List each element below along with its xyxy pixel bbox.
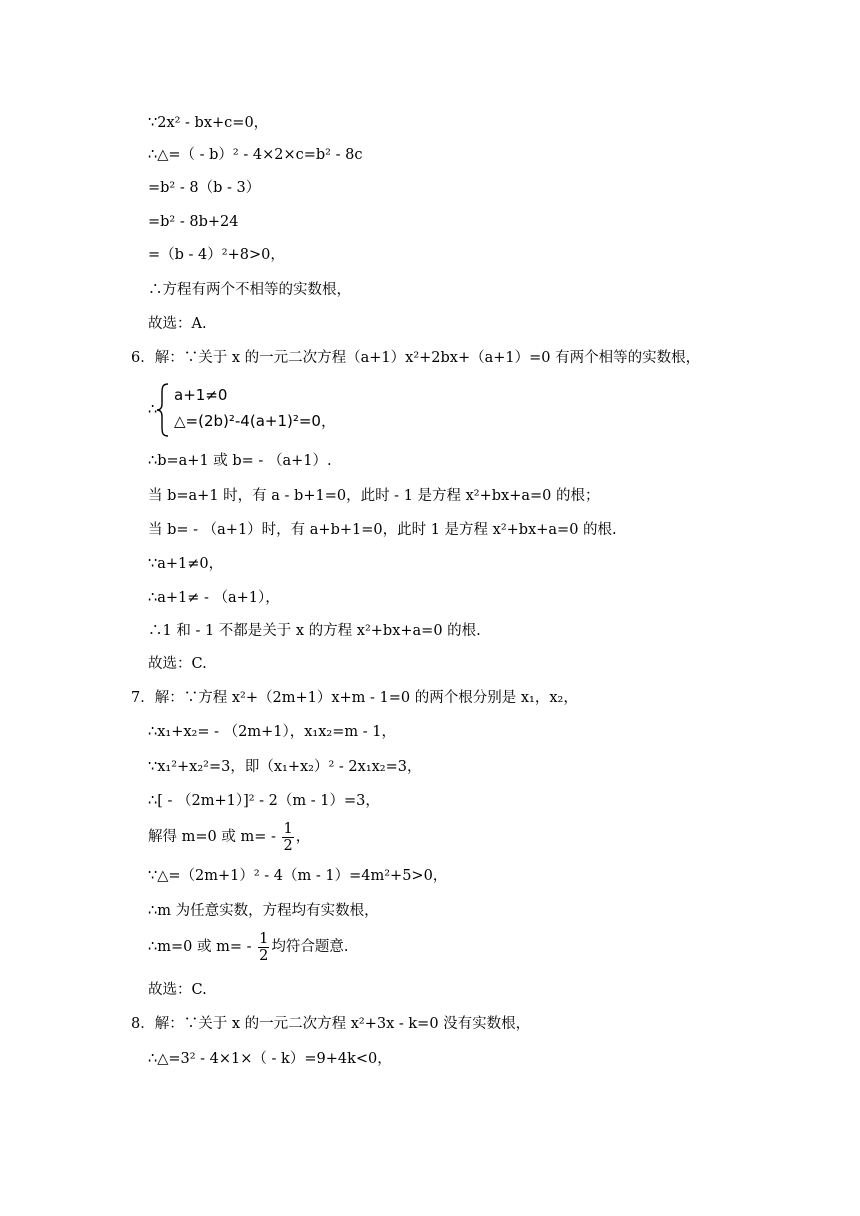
text-line: 当 b= - （a+1）时，有 a+b+1=0，此时 1 是方程 x²+bx+a=0 的根. bbox=[148, 522, 617, 538]
text-line: ∴a+1≠ - （a+1）， bbox=[148, 590, 280, 606]
fraction: $\frac{1}{2}$ bbox=[259, 930, 269, 964]
text-line: 故选：A. bbox=[148, 316, 207, 332]
text-line: 当 b=a+1 时，有 a - b+1=0，此时 - 1 是方程 x²+bx+a=0 的根； bbox=[148, 488, 600, 504]
text-line: =b² - 8（b - 3） bbox=[148, 180, 261, 196]
text-line: ∵x₁²+x₂²=3，即（x₁+x₂）² - 2x₁x₂=3， bbox=[148, 759, 422, 775]
text-line: ∴△=（ - b）² - 4×2×c=b² - 8c bbox=[148, 147, 363, 163]
system-discriminant: △=(2b)²-4(a+1)²=0， bbox=[174, 412, 336, 430]
fraction: $\frac{1}{2}$ bbox=[283, 820, 293, 854]
problem-7-heading: 7．解：∵方程 x²+（2m+1）x+m - 1=0 的两个根分别是 x₁，x₂， bbox=[131, 690, 578, 706]
text-line: ∴b=a+1 或 b= - （a+1）. bbox=[148, 453, 332, 469]
conclude-line: ∴m=0 或 m= - $\frac{1}{2}$ 均符合题意. bbox=[148, 930, 349, 964]
system-equations bbox=[174, 382, 336, 434]
text-line: 故选：C. bbox=[148, 982, 207, 998]
left-brace-icon bbox=[156, 382, 170, 438]
problem-6-heading: 6．解：∵关于 x 的一元二次方程（a+1）x²+2bx+（a+1）=0 有两个相等的实数根， bbox=[131, 350, 701, 366]
text-line: ∵△=（2m+1）² - 4（m - 1）=4m²+5>0， bbox=[148, 868, 448, 884]
text-line: =b² - 8b+24 bbox=[148, 214, 239, 230]
text-line: 故选：C. bbox=[148, 656, 207, 672]
text-line: ∴△=3² - 4×1×（ - k）=9+4k<0， bbox=[148, 1051, 392, 1067]
text-line: ∵a+1≠0， bbox=[148, 556, 224, 572]
text-line: ∵2x² - bx+c=0， bbox=[148, 115, 269, 131]
text-line: =（b - 4）²+8>0， bbox=[148, 247, 285, 263]
text-line: ∴1 和 - 1 不都是关于 x 的方程 x²+bx+a=0 的根. bbox=[148, 623, 481, 639]
therefore-symbol: ∴ bbox=[148, 402, 158, 418]
problem-8-heading: 8．解：∵关于 x 的一元二次方程 x²+3x - k=0 没有实数根， bbox=[131, 1016, 531, 1032]
text-line: ∴方程有两个不相等的实数根， bbox=[148, 282, 351, 298]
text-line: ∴[ - （2m+1）]² - 2（m - 1）=3， bbox=[148, 793, 380, 809]
solve-line: 解得 m=0 或 m= - $\frac{1}{2}$ ， bbox=[148, 820, 311, 854]
text-line: ∴m 为任意实数，方程均有实数根， bbox=[148, 903, 379, 919]
system-condition: a+1≠0 bbox=[174, 386, 228, 404]
text-line: ∴x₁+x₂= - （2m+1），x₁x₂=m - 1， bbox=[148, 724, 396, 740]
